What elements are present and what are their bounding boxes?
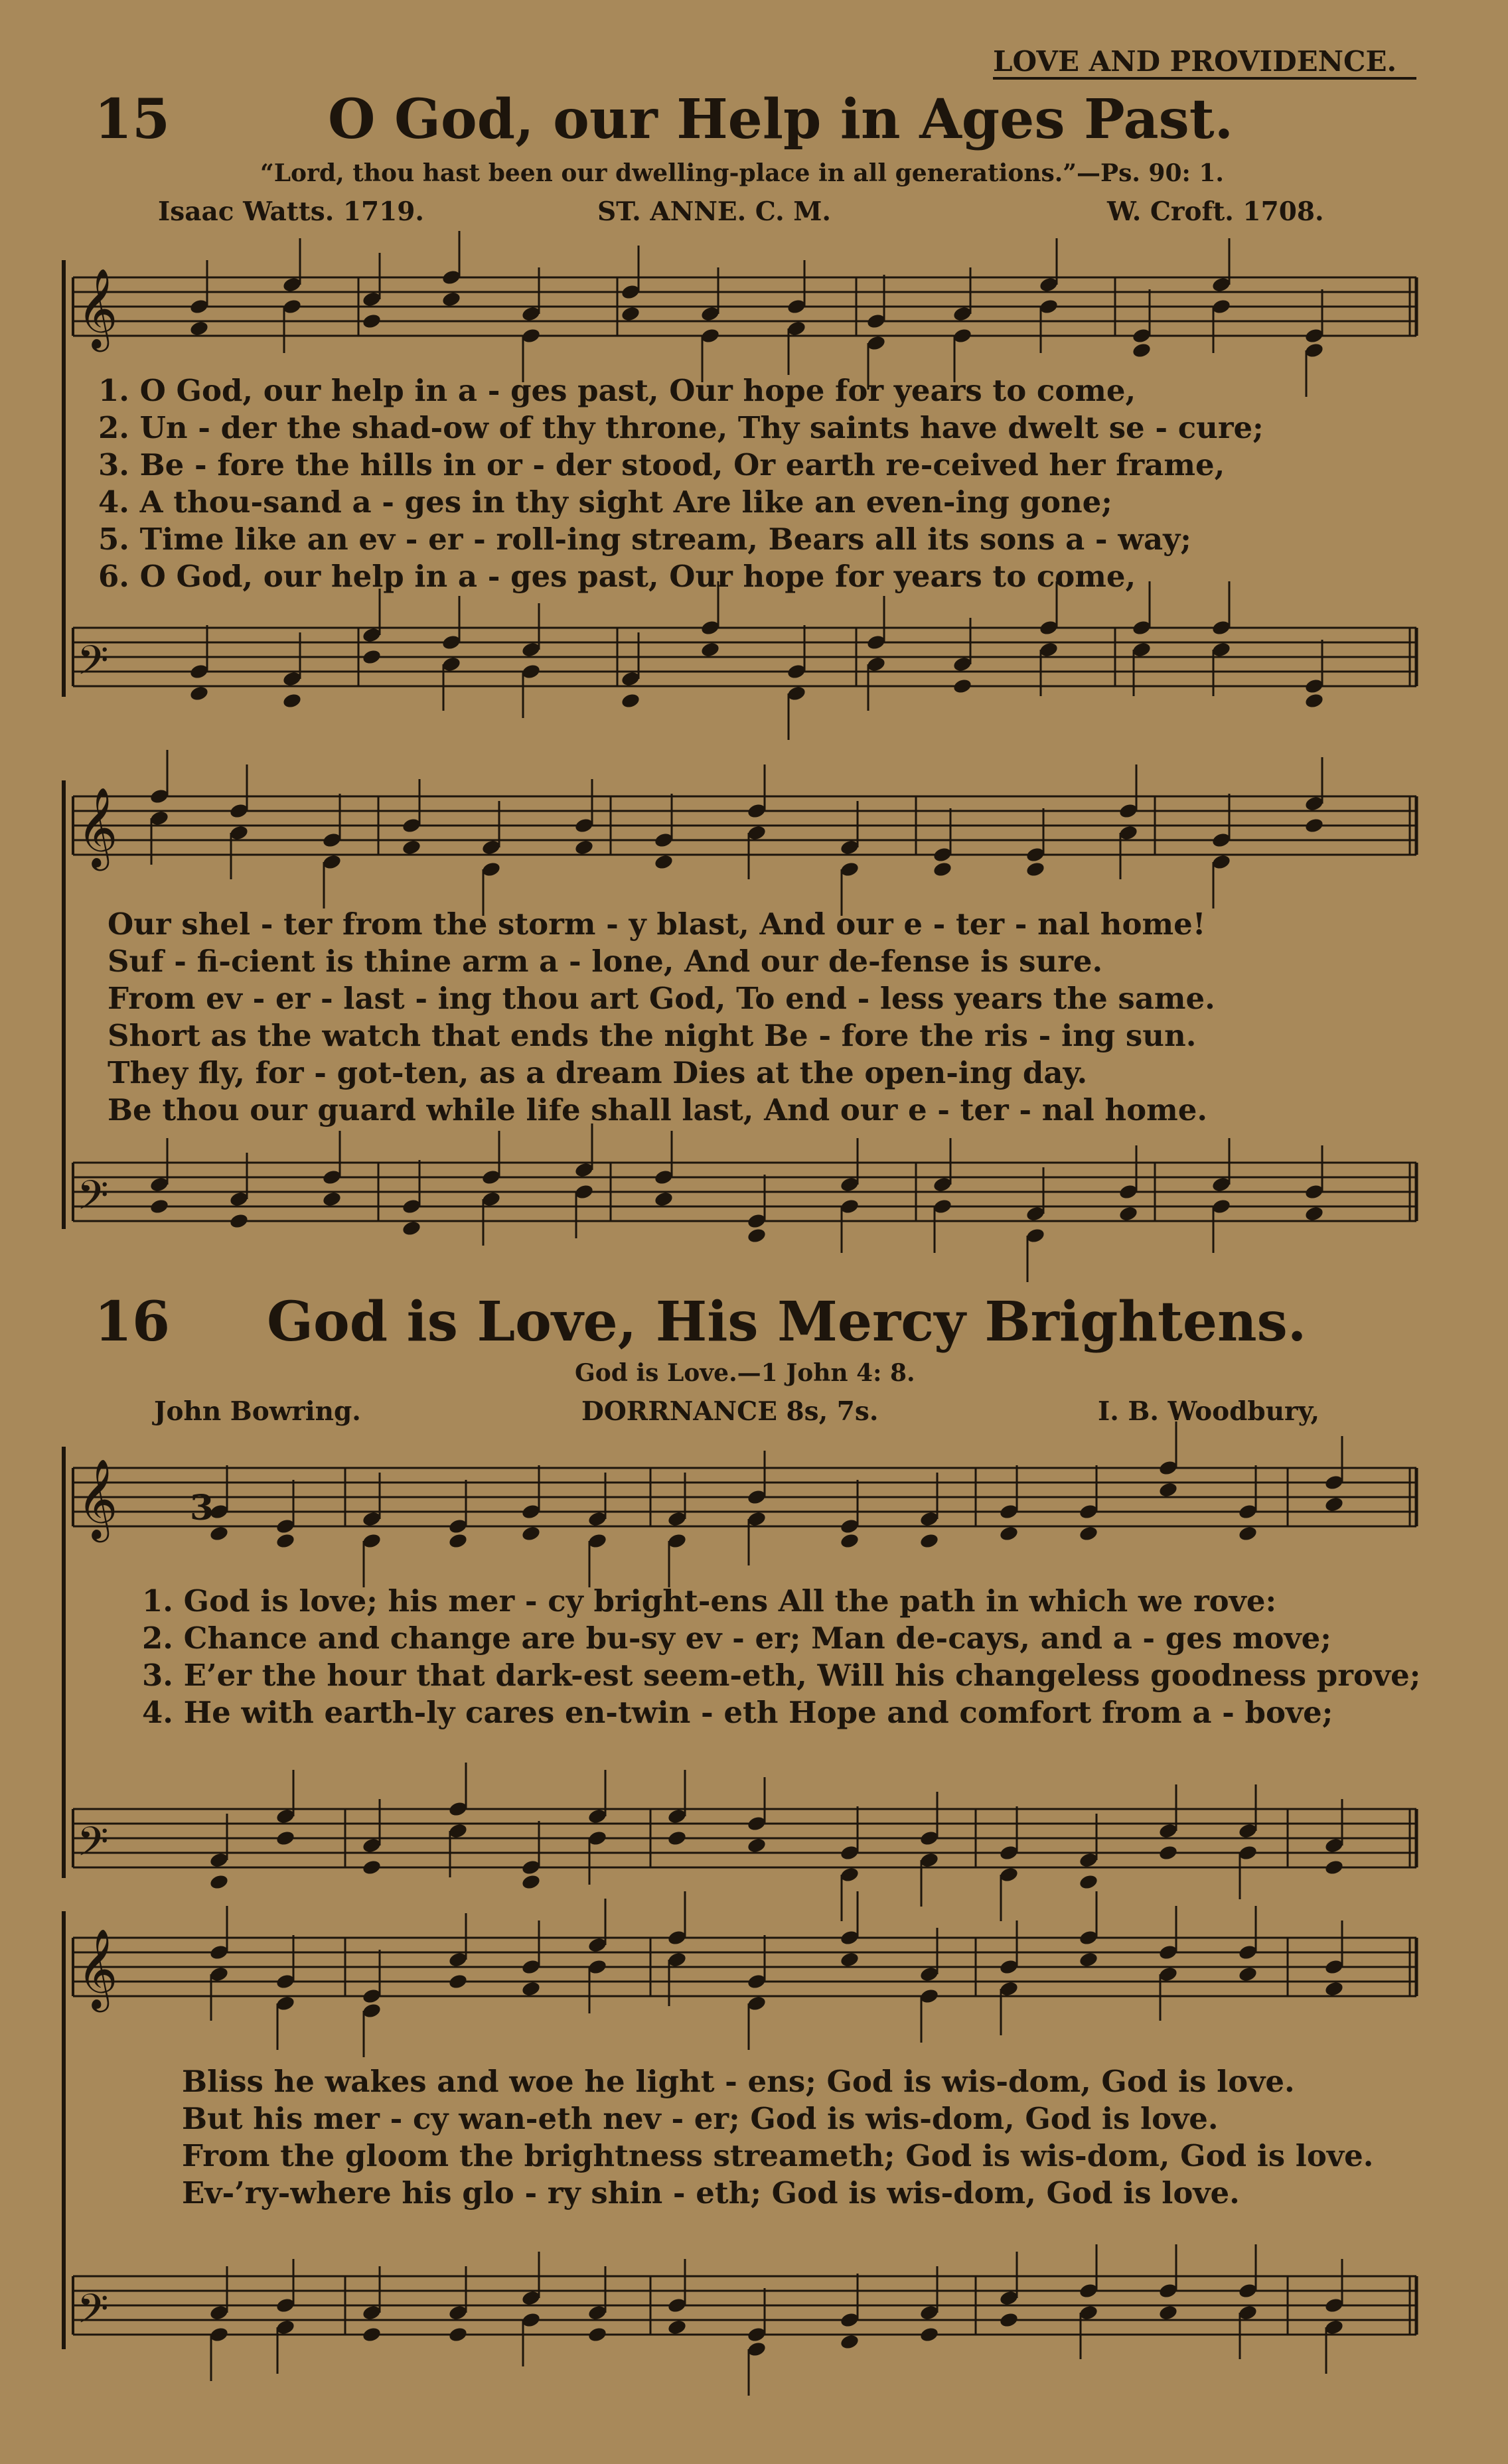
note-head xyxy=(667,1830,688,1847)
note-head xyxy=(999,2311,1019,2329)
note-head xyxy=(402,839,422,856)
verse-line: They fly, for - got-ten, as a dream Dies at the open-ing day. xyxy=(108,1055,1088,1090)
verse-line: 2. Chance and change are bu-sy ev - er; Man de-cays, and a - ges move; xyxy=(142,1621,1331,1656)
note-head xyxy=(1158,2304,1179,2321)
section-header: LOVE AND PROVIDENCE. xyxy=(993,45,1397,78)
note-head xyxy=(448,1532,469,1550)
note-head xyxy=(1132,342,1152,359)
note-head xyxy=(209,1873,230,1891)
composer: W. Croft. 1708. xyxy=(1107,196,1324,227)
author: Isaac Watts. 1719. xyxy=(158,196,425,227)
note-head xyxy=(952,678,973,695)
note-head xyxy=(747,1227,767,1244)
note-head xyxy=(1238,1966,1258,1983)
note-head xyxy=(919,1532,940,1550)
note-head xyxy=(1158,1481,1179,1498)
verse-line: Our shel - ter from the storm - y blast, And our e - ter - nal home! xyxy=(108,906,1206,942)
note-head xyxy=(1304,817,1325,834)
verse-line: But his mer - cy wan-eth nev - er; God is wis-dom, God is love. xyxy=(182,2101,1219,2136)
note-head xyxy=(1324,1496,1345,1513)
verse-line: Ev-’ry-where his glo - ry shin - eth; God is wis-dom, God is love. xyxy=(182,2175,1240,2210)
verse-line: Short as the watch that ends the night Be - fore the ris - ing sun. xyxy=(108,1018,1197,1053)
verse-line: Bliss he wakes and woe he light - ens; God is wis-dom, God is love. xyxy=(182,2064,1295,2099)
clef-symbol: 𝄞 xyxy=(77,1458,118,1539)
note-head xyxy=(362,1859,382,1876)
verse-line: 1. God is love; his mer - cy bright-ens All the path in which we rove: xyxy=(142,1583,1277,1619)
verse-line: 1. O God, our help in a - ges past, Our hope for years to come, xyxy=(98,373,1136,408)
note-head xyxy=(1079,1525,1099,1542)
note-head xyxy=(441,291,462,308)
composer: I. B. Woodbury, xyxy=(1098,1396,1320,1427)
note-head xyxy=(362,2326,382,2343)
note-head xyxy=(275,1532,296,1550)
tune-name: DORRNANCE 8s, 7s. xyxy=(581,1396,879,1427)
scripture-reference: “Lord, thou hast been our dwelling-place in all generations.”—Ps. 90: 1. xyxy=(260,159,1224,187)
note-head xyxy=(275,1830,296,1847)
note-head xyxy=(402,1220,422,1237)
note-head xyxy=(1304,1205,1325,1222)
author: John Bowring. xyxy=(154,1396,361,1427)
note-head xyxy=(322,1191,342,1208)
verse-line: 6. O God, our help in a - ges past, Our hope for years to come, xyxy=(98,559,1136,594)
hymn-title: O God, our Help in Ages Past. xyxy=(328,88,1234,151)
note-head xyxy=(362,313,382,330)
note-head xyxy=(149,1198,170,1215)
clef-symbol: 𝄞 xyxy=(77,267,118,348)
note-head xyxy=(587,2326,608,2343)
note-head xyxy=(747,1837,767,1854)
note-head xyxy=(933,861,953,878)
hymn-number: 15 xyxy=(94,88,171,151)
verse-line: From the gloom the brightness streameth; God is wis-dom, God is love. xyxy=(182,2138,1374,2173)
note-head xyxy=(654,1191,674,1208)
note-head xyxy=(1079,1951,1099,1968)
note-head xyxy=(1025,861,1046,878)
verse-line: 3. Be - fore the hills in or - der stood, Or earth re-ceived her frame, xyxy=(98,447,1225,482)
note-head xyxy=(1118,1205,1139,1222)
note-head xyxy=(189,685,210,702)
note-head xyxy=(521,1873,542,1891)
note-head xyxy=(919,2326,940,2343)
note-head xyxy=(1238,1525,1258,1542)
note-head xyxy=(448,2326,469,2343)
verse-line: Suf - fi-cient is thine arm a - lone, And our de-fense is sure. xyxy=(108,944,1103,979)
note-head xyxy=(448,1973,469,1990)
note-head xyxy=(521,1980,542,1997)
verse-line: 2. Un - der the shad-ow of thy throne, Thy saints have dwelt se - cure; xyxy=(98,410,1264,445)
note-head xyxy=(840,1532,860,1550)
note-head xyxy=(654,853,674,871)
verse-line: 4. A thou-sand a - ges in thy sight Are like an even-ing gone; xyxy=(98,484,1112,520)
verse-line: From ev - er - last - ing thou art God, To end - less years the same. xyxy=(108,981,1215,1016)
note-head xyxy=(840,2333,860,2351)
note-head xyxy=(1158,1844,1179,1861)
verse-line: 5. Time like an ev - er - roll-ing stream, Bears all its sons a - way; xyxy=(98,522,1191,557)
clef-symbol: 𝄢 xyxy=(77,2285,109,2343)
time-signature: 3 xyxy=(190,1488,214,1528)
note-head xyxy=(999,1525,1019,1542)
scripture-reference: God is Love.—1 John 4: 8. xyxy=(575,1359,915,1387)
clef-symbol: 𝄞 xyxy=(77,786,118,867)
note-head xyxy=(700,641,721,658)
clef-symbol: 𝄢 xyxy=(77,637,109,694)
note-head xyxy=(1304,692,1325,709)
tune-name: ST. ANNE. C. M. xyxy=(597,196,832,227)
note-head xyxy=(362,648,382,666)
clef-symbol: 𝄢 xyxy=(77,1172,109,1229)
note-head xyxy=(621,692,641,709)
hymn-title: God is Love, His Mercy Brightens. xyxy=(267,1290,1307,1354)
verse-line: 3. E’er the hour that dark-est seem-eth, Will his changeless goodness prove; xyxy=(142,1658,1421,1693)
note-head xyxy=(521,1525,542,1542)
note-head xyxy=(1324,1859,1345,1876)
note-head xyxy=(189,320,210,337)
verse-line: 4. He with earth-ly cares en-twin - eth Hope and comfort from a - bove; xyxy=(142,1695,1333,1730)
note-head xyxy=(1324,1980,1345,1997)
hymn-number: 16 xyxy=(94,1290,171,1354)
note-head xyxy=(1079,1873,1099,1891)
note-head xyxy=(667,2319,688,2336)
verse-line: Be thou our guard while life shall last, And our e - ter - nal home. xyxy=(108,1092,1208,1127)
note-head xyxy=(282,692,303,709)
note-head xyxy=(229,1212,250,1230)
clef-symbol: 𝄢 xyxy=(77,1818,109,1875)
note-head xyxy=(621,305,641,323)
note-head xyxy=(574,839,595,856)
note-head xyxy=(840,1951,860,1968)
clef-symbol: 𝄞 xyxy=(77,1928,118,2009)
